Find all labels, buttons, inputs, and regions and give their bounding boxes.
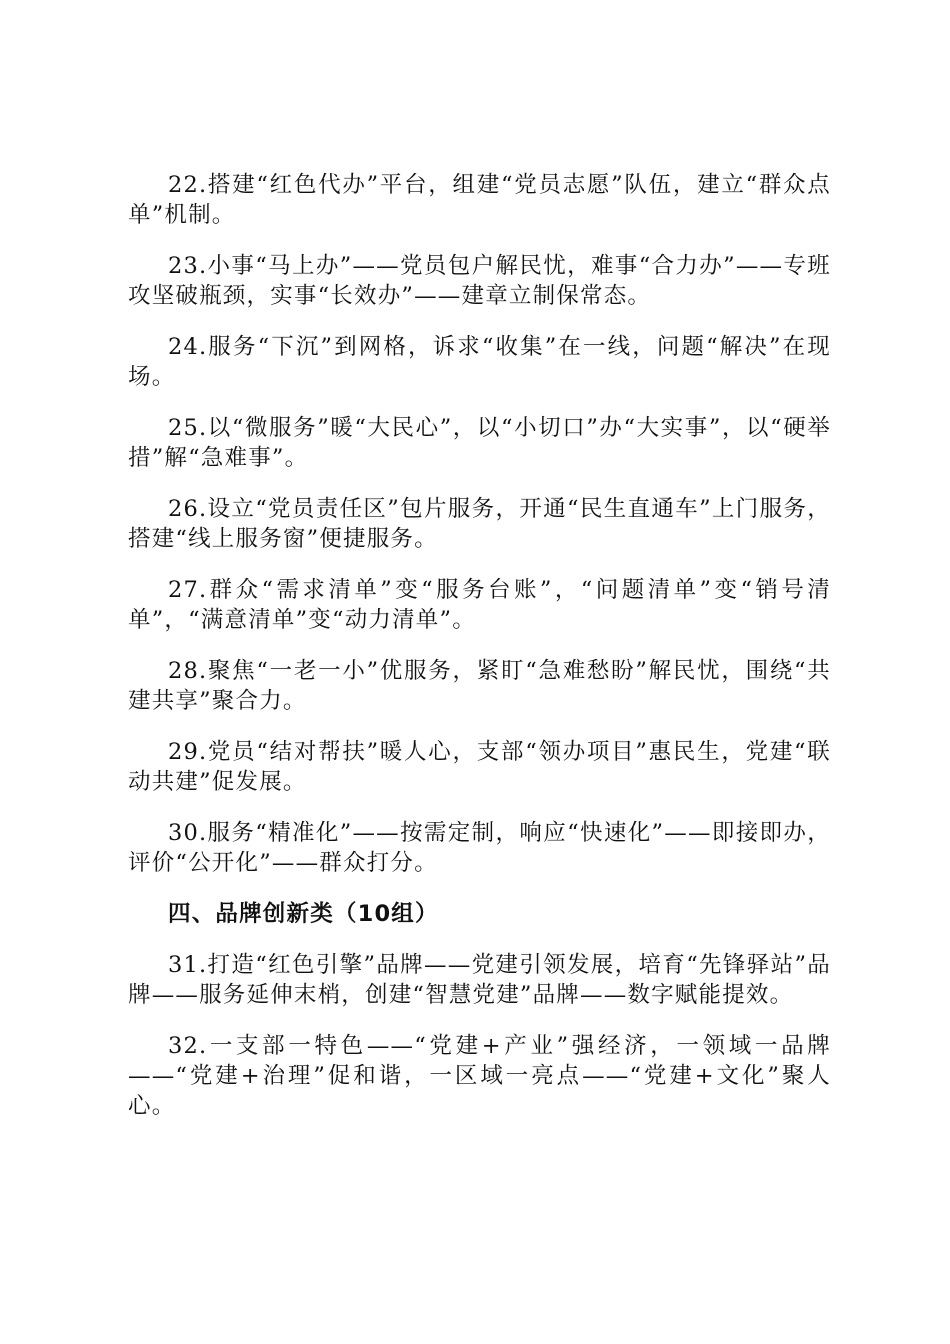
paragraph-28: 28.聚焦“一老一小”优服务，紧盯“急难愁盼”解民忧，围绕“共建共享”聚合力。 [128,658,831,714]
paragraph-24: 24.服务“下沉”到网格，诉求“收集”在一线，问题“解决”在现场。 [128,334,831,390]
paragraph-25: 25.以“微服务”暖“大民心”，以“小切口”办“大实事”，以“硬举措”解“急难事”。 [128,415,831,471]
document-body [128,170,831,1142]
paragraph-22: 22.搭建“红色代办”平台，组建“党员志愿”队伍，建立“群众点单”机制。 [128,172,831,228]
paragraph-27: 27.群众“需求清单”变“服务台账”，“问题清单”变“销号清单”，“满意清单”变“动力清单”。 [128,577,831,633]
paragraph-31: 31.打造“红色引擎”品牌——党建引领发展，培育“先锋驿站”品牌——服务延伸末梢，创建“智慧党建”品牌——数字赋能提效。 [128,952,831,1008]
paragraph-30: 30.服务“精准化”——按需定制，响应“快速化”——即接即办，评价“公开化”——群众打分。 [128,820,831,876]
paragraph-26: 26.设立“党员责任区”包片服务，开通“民生直通车”上门服务，搭建“线上服务窗”便捷服务。 [128,496,831,552]
paragraph-29: 29.党员“结对帮扶”暖人心，支部“领办项目”惠民生，党建“联动共建”促发展。 [128,739,831,795]
paragraph-32: 32.一支部一特色——“党建+产业”强经济，一领域一品牌——“党建+治理”促和谐，一区域一亮点——“党建+文化”聚人心。 [128,1033,831,1119]
paragraph-23: 23.小事“马上办”——党员包户解民忧，难事“合力办”——专班攻坚破瓶颈，实事“长效办”——建章立制保常态。 [128,253,831,309]
section-heading: 四、品牌创新类（10组） [168,901,439,927]
